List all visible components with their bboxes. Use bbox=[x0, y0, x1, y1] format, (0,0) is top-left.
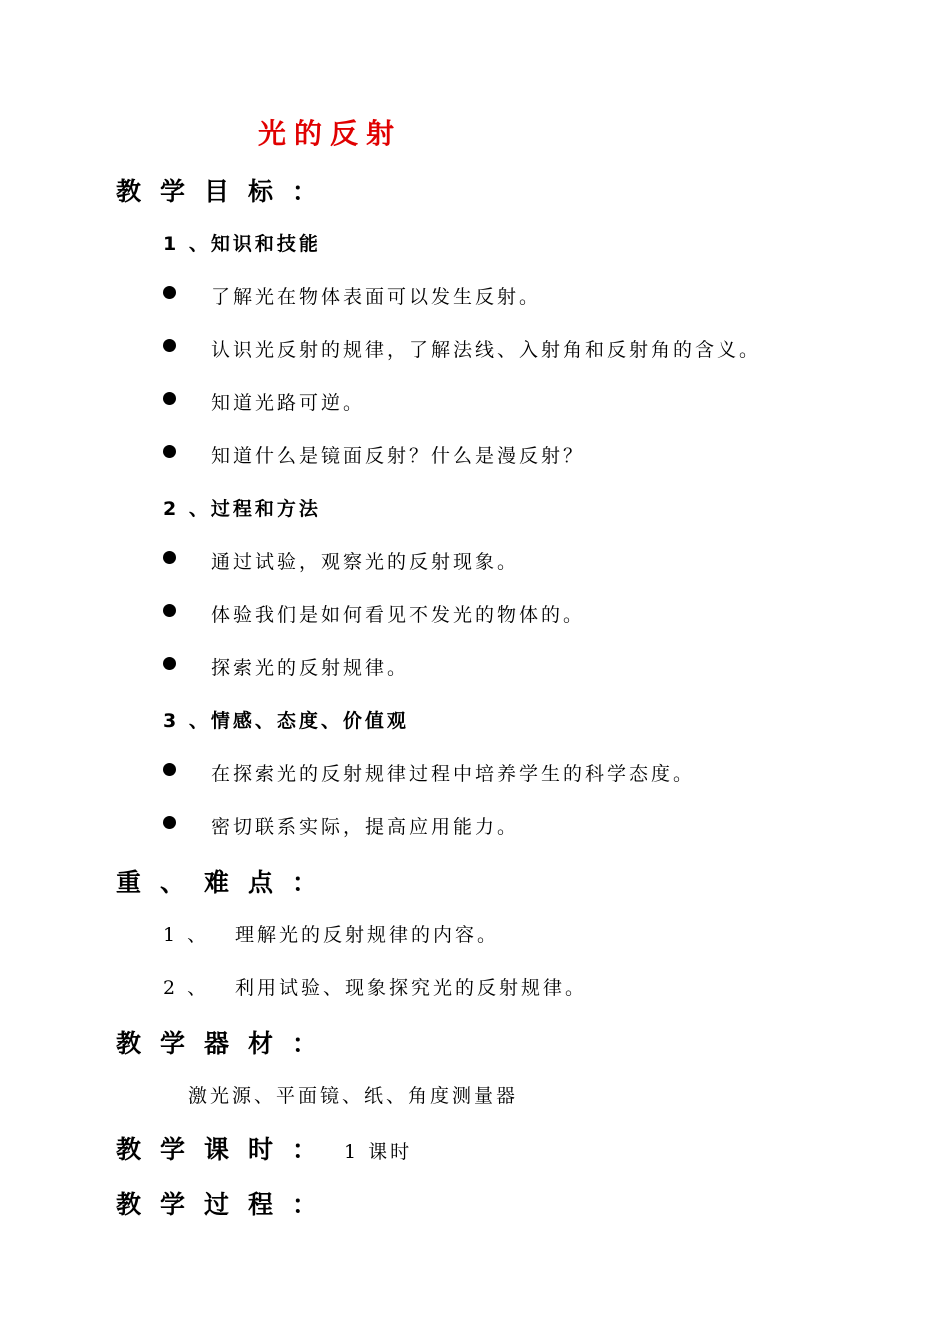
bullet-icon bbox=[163, 286, 176, 299]
item-number: 1 、 bbox=[163, 924, 210, 946]
materials-heading: 教学器材： bbox=[116, 1029, 337, 1058]
bullet-icon bbox=[163, 763, 176, 776]
list-item-text: 通过试验，观察光的反射现象。 bbox=[211, 551, 520, 573]
numbered-item bbox=[163, 920, 499, 947]
list-item-text: 认识光反射的规律，了解法线、入射角和反射角的含义。 bbox=[211, 339, 762, 361]
class-hours-value: 1 课时 bbox=[344, 1141, 413, 1163]
materials-text: 激光源、平面镜、纸、角度测量器 bbox=[188, 1085, 519, 1107]
bullet-icon bbox=[163, 657, 176, 670]
bullet-icon bbox=[163, 604, 176, 617]
class-hours-label: 教学课时： bbox=[116, 1135, 337, 1164]
numbered-item bbox=[163, 973, 587, 1000]
item-number: 2 、 bbox=[163, 977, 210, 999]
bullet-icon bbox=[163, 816, 176, 829]
item-text: 利用试验、现象探究光的反射规律。 bbox=[235, 977, 588, 999]
list-item-text: 知道什么是镜面反射？什么是漫反射？ bbox=[211, 445, 586, 467]
document-title: 光的反射 bbox=[258, 117, 403, 150]
section-label-attitude: 3 、情感、态度、价值观 bbox=[163, 710, 409, 732]
list-item-text: 了解光在物体表面可以发生反射。 bbox=[211, 286, 542, 308]
bullet-icon bbox=[163, 339, 176, 352]
key-points-heading: 重、难点： bbox=[116, 868, 337, 897]
list-item-text: 知道光路可逆。 bbox=[211, 392, 366, 414]
bullet-icon bbox=[163, 445, 176, 458]
section-label-knowledge: 1 、知识和技能 bbox=[163, 233, 321, 255]
objectives-heading: 教学目标： bbox=[116, 177, 337, 206]
list-item-text: 探索光的反射规律。 bbox=[211, 657, 410, 679]
list-item-text: 体验我们是如何看见不发光的物体的。 bbox=[211, 604, 586, 626]
bullet-icon bbox=[163, 392, 176, 405]
list-item-text: 密切联系实际，提高应用能力。 bbox=[211, 816, 520, 838]
process-heading: 教学过程： bbox=[116, 1190, 337, 1219]
list-item-text: 在探索光的反射规律过程中培养学生的科学态度。 bbox=[211, 763, 696, 785]
item-text: 理解光的反射规律的内容。 bbox=[235, 924, 500, 946]
class-hours-heading bbox=[116, 1130, 412, 1166]
section-label-process-method: 2 、过程和方法 bbox=[163, 498, 321, 520]
bullet-icon bbox=[163, 551, 176, 564]
